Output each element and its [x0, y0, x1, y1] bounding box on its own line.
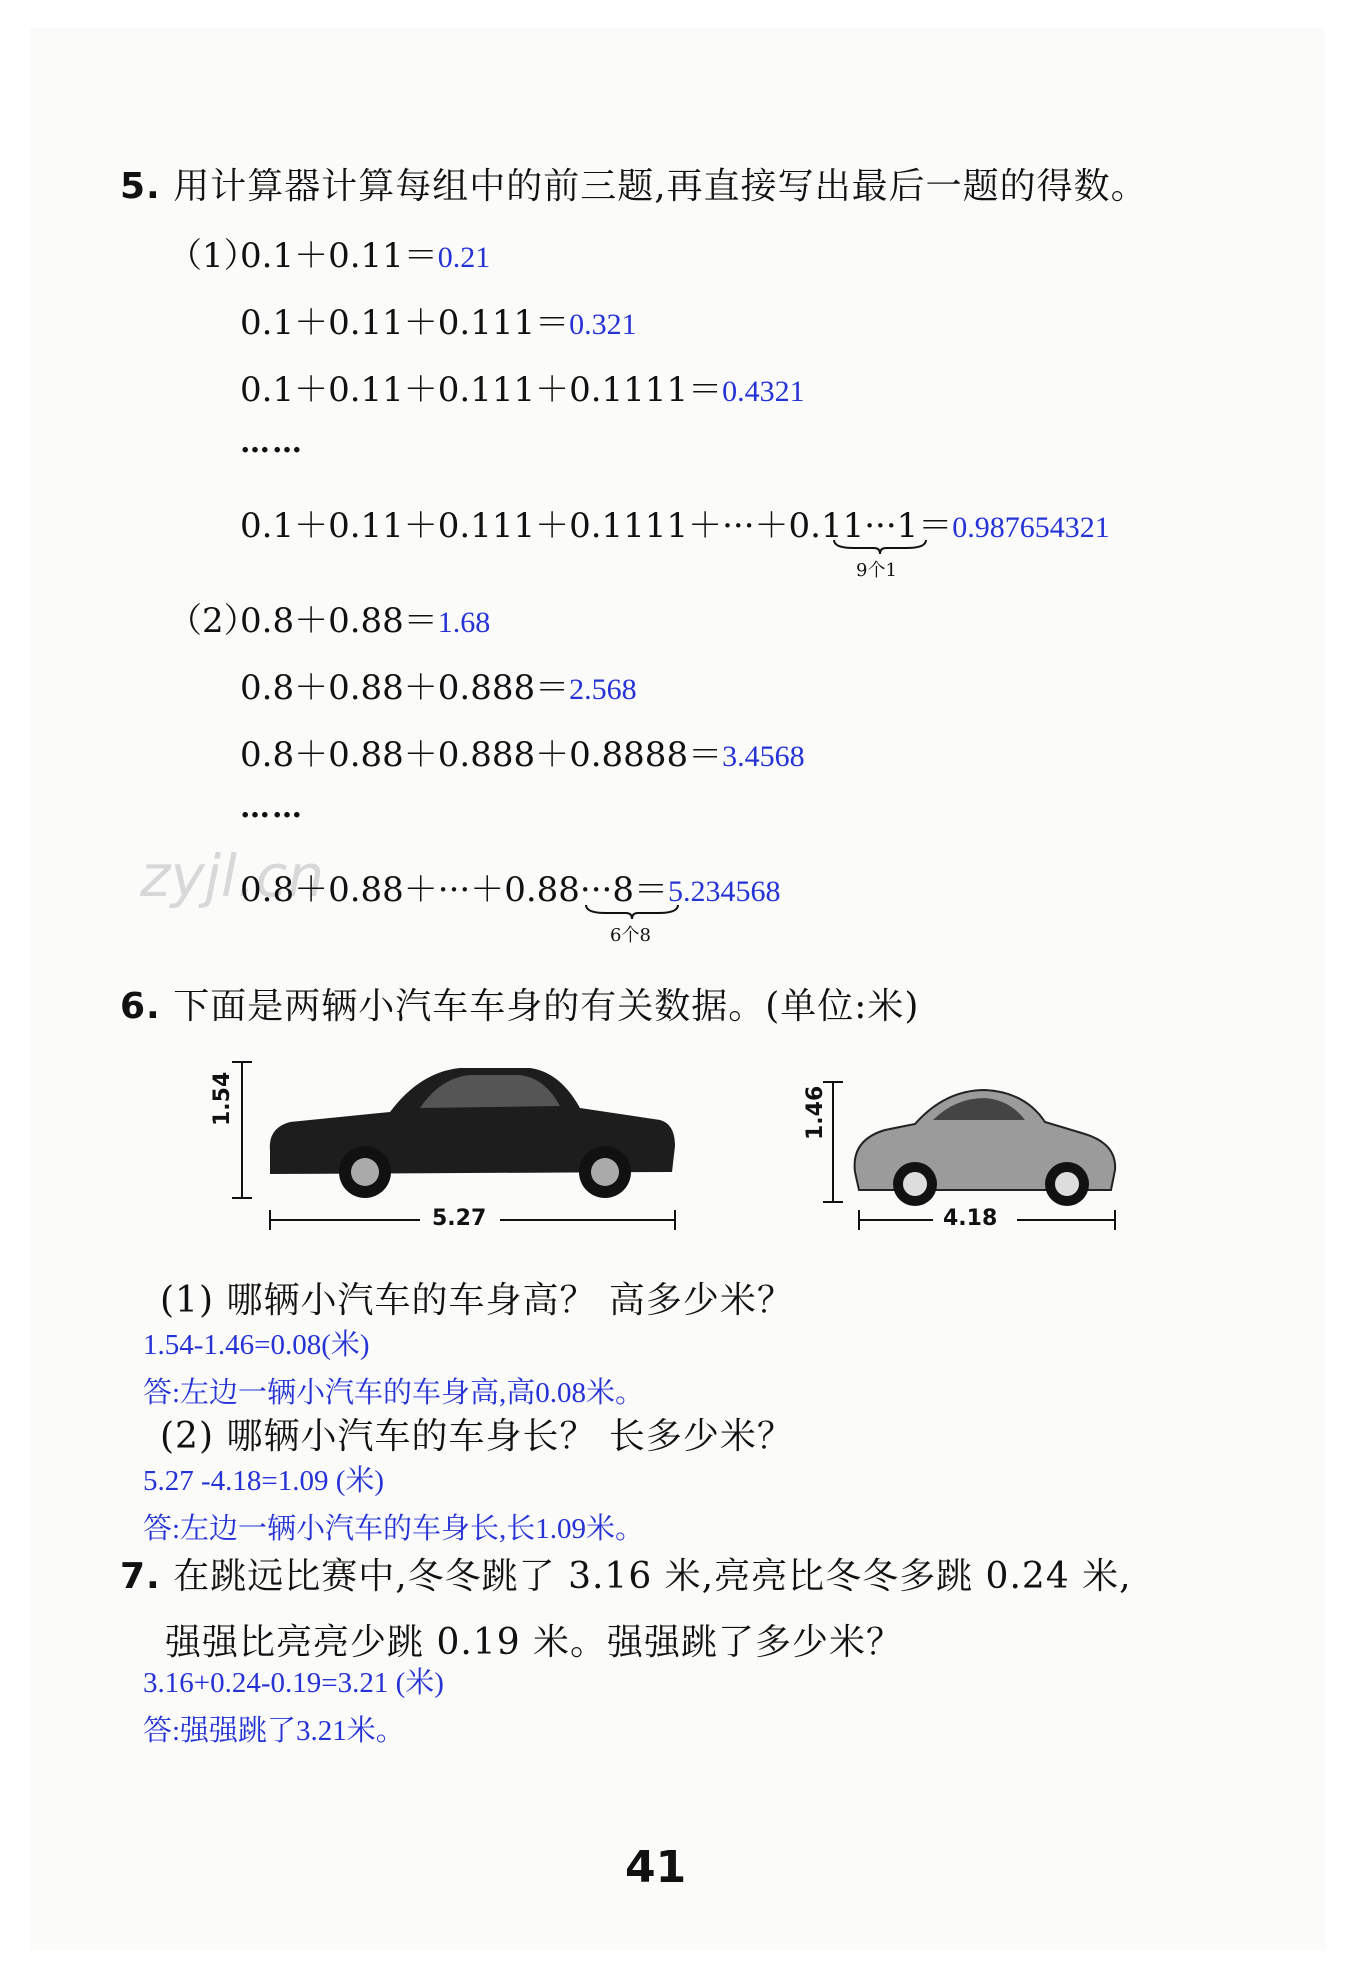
- q5-g1-under-label: 9个1: [856, 560, 897, 581]
- q6-sub2-answer: 答:左边一辆小汽车的车身长,长1.09米。: [143, 1513, 645, 1545]
- sedan-height-label: 1.54: [210, 1071, 235, 1126]
- answer: 2.568: [569, 673, 637, 706]
- answer: 0.321: [569, 308, 637, 341]
- q6-number: 6.: [120, 986, 161, 1027]
- q5-g2-line1: [240, 593, 490, 642]
- equation: 0.1＋0.11＋0.111＋0.1111＋···＋0.11···1＝: [240, 506, 953, 546]
- q7-answer: 答:强强跳了3.21米。: [143, 1715, 405, 1747]
- q5-g1-ellipsis: ……: [240, 425, 304, 460]
- brace-icon: [830, 538, 930, 556]
- q7-text-line2: 强强比亮亮少跳 0.19 米。强强跳了多少米？: [165, 1622, 904, 1663]
- equation: 0.8＋0.88＋0.888＝: [240, 668, 570, 708]
- watermark: zyjl.cn: [140, 842, 325, 910]
- q5-group1-label: （1）: [168, 236, 258, 276]
- q5-g2-line2: [240, 660, 637, 709]
- q5-g1-line3: [240, 362, 805, 411]
- q6-sub2-question: (2) 哪辆小汽车的车身长？ 长多少米？: [160, 1416, 794, 1457]
- q5-title: 用计算器计算每组中的前三题,再直接写出最后一题的得数。: [173, 166, 1148, 207]
- coupe-height-label: 1.46: [803, 1085, 828, 1140]
- equation: 0.8＋0.88＋···＋0.88···8＝: [240, 870, 668, 910]
- page-number: 41: [625, 1842, 687, 1893]
- answer: 0.987654321: [952, 511, 1110, 544]
- q5-g2-final: [240, 862, 780, 911]
- q6-title: 下面是两辆小汽车车身的有关数据。(单位:米): [173, 986, 920, 1027]
- q6-sub2-calc: 5.27 -4.18=1.09 (米): [143, 1465, 385, 1497]
- coupe-length-label: 4.18: [943, 1206, 998, 1231]
- q5-g2-under-label: 6个8: [610, 925, 651, 946]
- q5-g1-final: [240, 498, 1110, 547]
- q5-g2-ellipsis: ……: [240, 790, 304, 825]
- q6-sub1-calc: 1.54-1.46=0.08(米): [143, 1329, 370, 1361]
- q6-sub1-answer: 答:左边一辆小汽车的车身高,高0.08米。: [143, 1377, 645, 1409]
- q7-calc: 3.16+0.24-0.19=3.21 (米): [143, 1667, 444, 1699]
- q6-sub1-question: (1) 哪辆小汽车的车身高？ 高多少米？: [160, 1280, 794, 1321]
- sedan-car-figure: [220, 1050, 680, 1230]
- q7-line1: [120, 1548, 1132, 1599]
- answer: 0.4321: [722, 375, 805, 408]
- q5-group2-label: （2）: [168, 601, 258, 641]
- equation: 0.8＋0.88＝: [240, 601, 438, 641]
- q7-text-line1: 在跳远比赛中,冬冬跳了 3.16 米,亮亮比冬冬多跳 0.24 米,: [173, 1556, 1132, 1597]
- equation: 0.1＋0.11＝: [240, 236, 438, 276]
- answer: 0.21: [437, 241, 491, 274]
- q7-number: 7.: [120, 1556, 161, 1597]
- q5-heading: [120, 158, 1148, 209]
- answer: 5.234568: [667, 875, 781, 908]
- brace-icon: [582, 903, 682, 921]
- q5-g2-line3: [240, 727, 805, 776]
- q5-g1-line2: [240, 295, 637, 344]
- answer: 1.68: [437, 606, 491, 639]
- q5-number: 5.: [120, 166, 161, 207]
- equation: 0.1＋0.11＋0.111＝: [240, 303, 570, 343]
- q6-heading: [120, 978, 919, 1029]
- sedan-length-label: 5.27: [432, 1206, 487, 1231]
- equation: 0.1＋0.11＋0.111＋0.1111＝: [240, 370, 723, 410]
- answer: 3.4568: [722, 740, 805, 773]
- q5-g1-line1: [240, 228, 490, 277]
- equation: 0.8＋0.88＋0.888＋0.8888＝: [240, 735, 723, 775]
